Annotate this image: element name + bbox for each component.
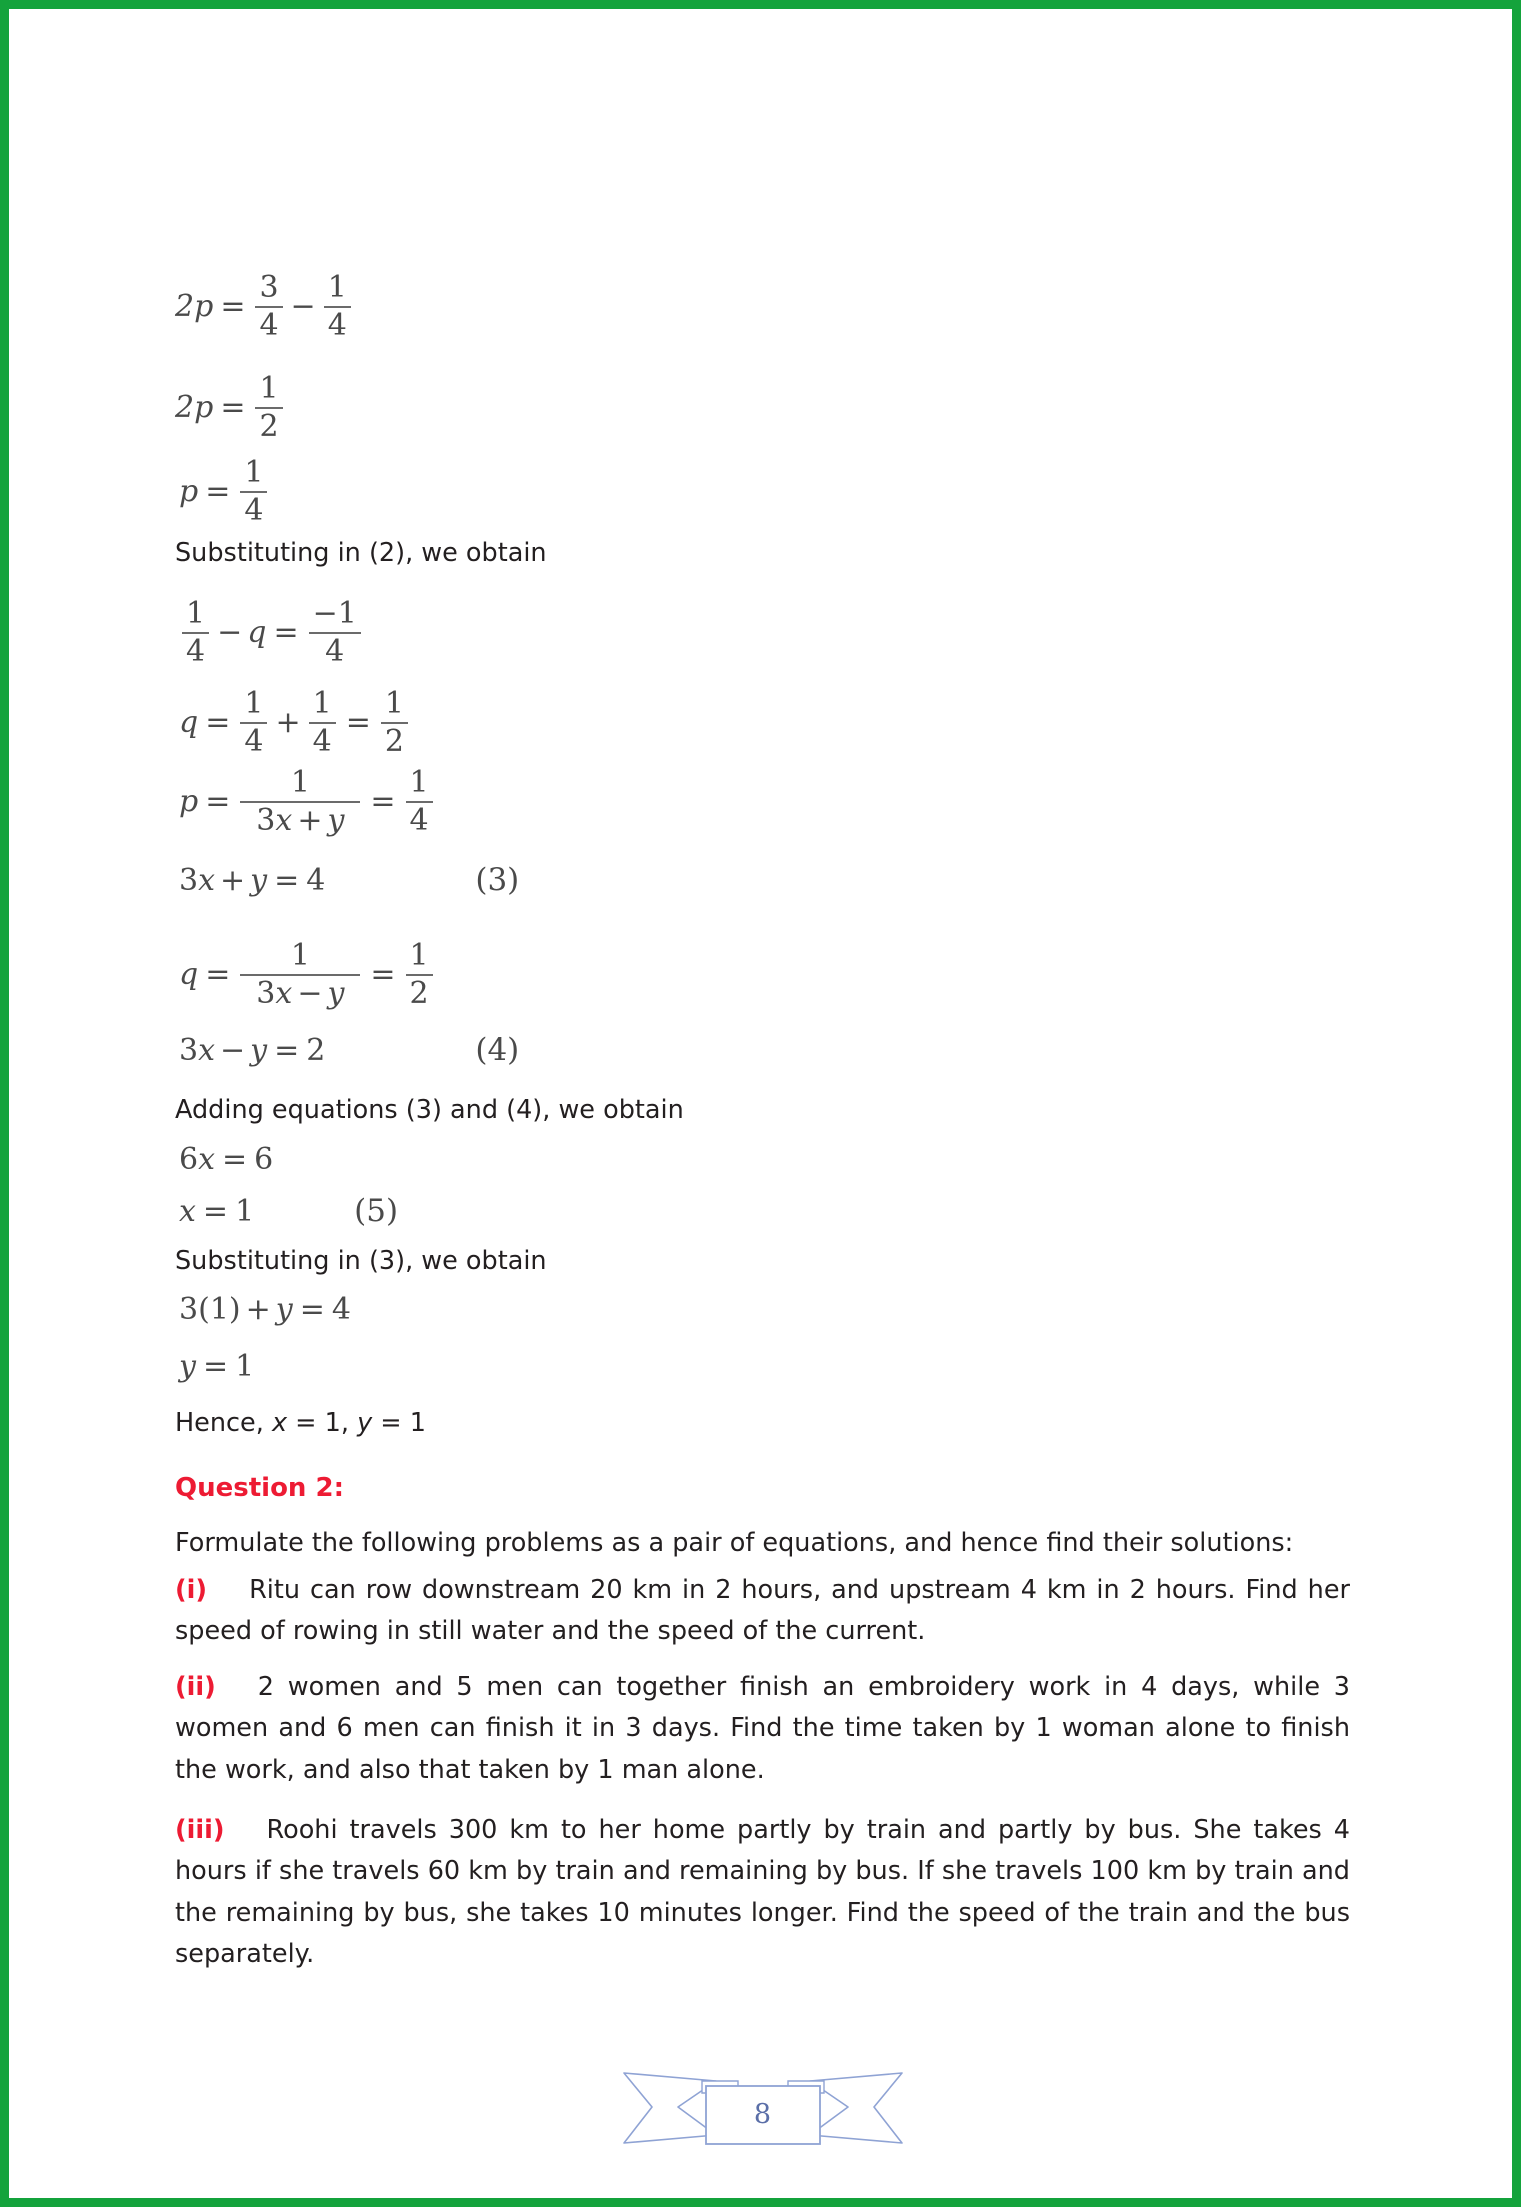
equation-3x-plus-y-equals-4 — [179, 862, 520, 898]
eq9-equals: = — [274, 1032, 300, 1068]
eq6-numerator: 1 — [290, 765, 310, 800]
eq1-equals: = — [220, 288, 246, 324]
eq8-den-coef: 3 — [256, 975, 276, 1011]
eq8-equals-2: = — [370, 956, 396, 992]
equation-q-equals-1-over-3x-minus-y-equals-1over2 — [179, 940, 436, 1009]
eq6-fraction-rhs — [406, 767, 433, 836]
ribbon-graphic — [618, 2055, 908, 2160]
eq10-var: x — [198, 1142, 216, 1177]
eq6-fraction-main — [240, 767, 360, 836]
eq6-denominator — [252, 802, 348, 838]
equation-label-5: (5) — [354, 1193, 399, 1229]
question-item-iii — [175, 1810, 1350, 1975]
eq8-equals-1: = — [205, 956, 231, 992]
page-number: 8 — [753, 2099, 772, 2130]
eq8-numerator: 1 — [290, 938, 310, 973]
eq5-var-q: q — [179, 704, 199, 740]
eq7-operator: + — [220, 862, 246, 898]
eq1-f2-denominator: 4 — [327, 307, 347, 343]
item-marker-i: (i) — [175, 1575, 208, 1605]
text-hence-solution — [175, 1405, 426, 1442]
equation-3-times-1-plus-y-equals-4 — [179, 1292, 351, 1327]
eq8-rhs-denominator: 2 — [409, 975, 429, 1011]
equation-p-equals-1over4 — [179, 457, 270, 526]
eq6-rhs-denominator: 4 — [409, 802, 429, 838]
eq3-numerator: 1 — [244, 455, 264, 490]
eq2-numerator: 1 — [259, 371, 279, 406]
item-marker-iii: (iii) — [175, 1815, 225, 1845]
text-substituting-in-2: Substituting in (2), we obtain — [175, 538, 547, 568]
eq6-equals-1: = — [205, 783, 231, 819]
eq3-var: p — [179, 473, 199, 509]
eq7-equals: = — [274, 862, 300, 898]
eq7-rhs: 4 — [306, 862, 326, 898]
eq9-var-y: y — [250, 1032, 268, 1068]
eq6-den-y: y — [327, 802, 345, 838]
question-heading: Question 2: — [175, 1473, 344, 1503]
eq6-den-operator: + — [297, 802, 323, 838]
eq5-f1-numerator: 1 — [244, 686, 264, 721]
question-item-ii — [175, 1667, 1350, 1791]
eq6-den-x: x — [275, 802, 293, 838]
eq4-equals: = — [273, 614, 299, 650]
page-footer — [175, 2055, 1350, 2160]
eq5-operator-plus: + — [275, 704, 301, 740]
eq9-rhs: 2 — [306, 1032, 326, 1068]
eq7-coef: 3 — [179, 862, 199, 898]
eq3-fraction — [240, 457, 267, 526]
eq8-var-q: q — [179, 956, 199, 992]
eq4-f2-denominator: 4 — [325, 633, 345, 669]
hence-value-y: = 1 — [372, 1408, 426, 1438]
equation-x-equals-1 — [179, 1193, 399, 1229]
eq2-equals: = — [220, 389, 246, 425]
eq5-fraction-1 — [240, 688, 267, 757]
eq12-paren-open: ( — [198, 1292, 210, 1327]
hence-value-x: = 1, — [287, 1408, 358, 1438]
eq13-var: y — [179, 1349, 196, 1384]
eq1-fraction-1 — [255, 272, 282, 341]
eq11-equals: = — [202, 1193, 229, 1229]
eq4-operator: − — [217, 614, 243, 650]
eq7-var-y: y — [250, 862, 268, 898]
eq1-f2-numerator: 1 — [327, 270, 347, 305]
equation-3x-minus-y-equals-2 — [179, 1032, 520, 1068]
question-prompt: Formulate the following problems as a pair of equations, and hence find their solutions: — [175, 1528, 1294, 1558]
eq6-equals-2: = — [370, 783, 396, 819]
eq1-operator: − — [290, 288, 316, 324]
eq6-rhs-numerator: 1 — [409, 765, 429, 800]
hence-var-x: x — [271, 1408, 288, 1438]
eq13-rhs: 1 — [235, 1349, 255, 1384]
eq2-var: p — [194, 389, 214, 425]
eq8-fraction-rhs — [406, 940, 433, 1009]
equation-2p-equals-1over2 — [175, 373, 286, 442]
eq4-var-q: q — [247, 614, 267, 650]
eq8-denominator — [252, 975, 348, 1011]
eq5-f2-numerator: 1 — [312, 686, 332, 721]
text-adding-equations-3-and-4: Adding equations (3) and (4), we obtain — [175, 1095, 684, 1125]
eq10-rhs: 6 — [254, 1142, 274, 1177]
equation-y-equals-1 — [179, 1349, 255, 1384]
equation-2p-equals-3over4-minus-1over4 — [175, 272, 354, 341]
eq2-denominator: 2 — [259, 408, 279, 444]
eq5-fraction-3 — [381, 688, 408, 757]
eq8-rhs-numerator: 1 — [409, 938, 429, 973]
item-text-ii: 2 women and 5 men can together finish an embroidery work in 4 days, while 3 women and 6 men can finish it in 3 days. Find the time taken by 1 woman alone to finish the work, and also that taken by 1 man alone. — [175, 1672, 1350, 1785]
eq3-equals: = — [205, 473, 231, 509]
item-text-iii: Roohi travels 300 km to her home partly by train and partly by bus. She takes 4 hours if she travels 60 km by train and remaining by bus. If she travels 100 km by train and the remaining by bus, she takes 10 minutes longer. Find the speed of the train and the bus separately. — [175, 1815, 1350, 1969]
eq13-equals: = — [202, 1349, 229, 1384]
eq12-operator: + — [245, 1292, 271, 1327]
equation-label-4: (4) — [475, 1032, 520, 1068]
eq3-denominator: 4 — [244, 492, 264, 528]
eq6-var-p: p — [179, 783, 199, 819]
eq12-equals: = — [299, 1292, 325, 1327]
eq1-fraction-2 — [324, 272, 351, 341]
eq5-equals-1: = — [205, 704, 231, 740]
equation-p-equals-1-over-3x-plus-y-equals-1over4 — [179, 767, 436, 836]
eq10-equals: = — [222, 1142, 248, 1177]
eq9-var-x: x — [198, 1032, 216, 1068]
eq4-f1-numerator: 1 — [186, 596, 206, 631]
eq8-den-operator: − — [297, 975, 323, 1011]
item-marker-ii: (ii) — [175, 1672, 216, 1702]
eq9-operator: − — [220, 1032, 246, 1068]
eq4-f2-numerator: −1 — [312, 596, 357, 631]
eq5-f3-numerator: 1 — [384, 686, 404, 721]
eq4-fraction-1 — [182, 598, 209, 667]
eq2-fraction — [255, 373, 282, 442]
eq8-fraction-main — [240, 940, 360, 1009]
eq1-f1-denominator: 4 — [259, 307, 279, 343]
eq11-rhs: 1 — [235, 1193, 255, 1229]
equation-1over4-minus-q-equals-neg1over4 — [179, 598, 364, 667]
equation-label-3: (3) — [475, 862, 520, 898]
eq7-var-x: x — [198, 862, 216, 898]
eq2-coef: 2 — [175, 389, 195, 425]
eq1-f1-numerator: 3 — [259, 270, 279, 305]
equation-q-equals-1over4-plus-1over4-equals-1over2 — [179, 688, 411, 757]
eq12-coef: 3 — [179, 1292, 199, 1327]
eq8-den-x: x — [275, 975, 293, 1011]
eq5-f2-denominator: 4 — [312, 723, 332, 759]
page-content — [175, 0, 1350, 2207]
eq5-fraction-2 — [309, 688, 336, 757]
eq4-f1-denominator: 4 — [186, 633, 206, 669]
hence-var-y: y — [357, 1408, 373, 1438]
eq9-coef: 3 — [179, 1032, 199, 1068]
question-item-i — [175, 1570, 1350, 1653]
text-substituting-in-3: Substituting in (3), we obtain — [175, 1246, 547, 1276]
eq5-equals-2: = — [345, 704, 371, 740]
item-text-i: Ritu can row downstream 20 km in 2 hours, and upstream 4 km in 2 hours. Find her speed of rowing in still water and the speed of the current. — [175, 1575, 1350, 1647]
equation-6x-equals-6 — [179, 1142, 274, 1177]
eq12-paren-close: ) — [228, 1292, 241, 1327]
eq1-coef: 2 — [175, 288, 195, 324]
eq11-var: x — [179, 1193, 196, 1229]
hence-prefix: Hence, — [175, 1408, 272, 1438]
eq1-var: p — [194, 288, 214, 324]
eq10-coef: 6 — [179, 1142, 199, 1177]
eq8-den-y: y — [327, 975, 345, 1011]
eq5-f3-denominator: 2 — [384, 723, 404, 759]
eq12-one: 1 — [209, 1292, 229, 1327]
eq12-rhs: 4 — [331, 1292, 351, 1327]
eq5-f1-denominator: 4 — [244, 723, 264, 759]
eq4-fraction-2 — [309, 598, 361, 667]
eq12-var-y: y — [275, 1292, 293, 1327]
eq6-den-coef: 3 — [256, 802, 276, 838]
